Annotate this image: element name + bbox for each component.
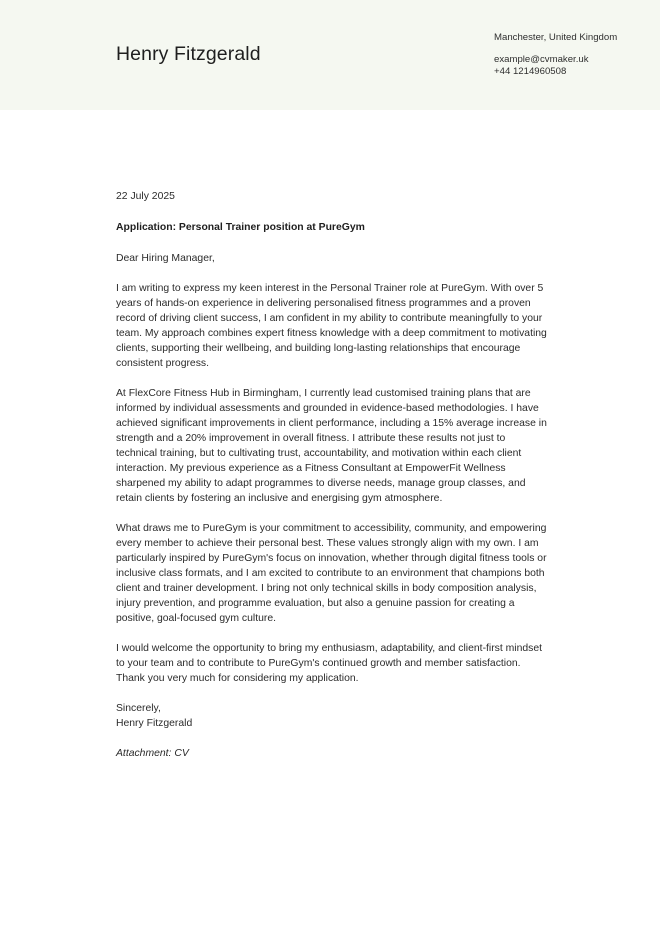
signature: Henry Fitzgerald [116,718,193,729]
paragraph-3: What draws me to PureGym is your commitment to accessibility, community, and empowering every member to achieve their personal best. These values strongly align with my own. I am particularly inspired by PureGym's focus on innovation, whether through digital fitness tools or inclusive class formats, and I am excited to contribute to an environment that champions both client and trainer development. I bring not only technical skills in body composition analysis, injury prevention, and programme evaluation, but also a genuine passion for creating a positive, goal-focused gym culture. [116,523,547,624]
closing: Sincerely, [116,703,161,714]
paragraph-1: I am writing to express my keen interest in the Personal Trainer role at PureGym. With over 5 years of hands-on experience in delivering personalised fitness programmes and a proven record of driving client success, I am confident in my ability to contribute meaningfully to your team. My approach combines expert fitness knowledge with a deep commitment to motivating clients, supporting their wellbeing, and building long-lasting relationships that encourage consistent progress. [116,283,547,369]
letter-body [116,189,548,761]
attachment-note: Attachment: CV [116,748,189,759]
salutation: Dear Hiring Manager, [116,253,215,264]
email: example@cvmaker.uk [494,54,589,65]
phone: +44 1214960508 [494,66,567,77]
contact-block [494,32,617,78]
paragraph-2: At FlexCore Fitness Hub in Birmingham, I currently lead customised training plans that are informed by individual assessments and grounded in evidence-based methodologies. I have achieved significant improvements in client performance, including a 15% average increase in strength and a 20% improvement in overall fitness. I attribute these results not just to technical training, but to cultivating trust, accountability, and motivation within each client interaction. My previous experience as a Fitness Consultant at EmpowerFit Wellness sharpened my ability to adapt programmes to diverse needs, manage group classes, and retain clients by fostering an inclusive and energising gym atmosphere. [116,388,547,504]
paragraph-4: I would welcome the opportunity to bring my enthusiasm, adaptability, and client-first mindset to your team and to contribute to PureGym's continued growth and member satisfaction. Thank you very much for considering my application. [116,643,543,684]
applicant-name: Henry Fitzgerald [116,43,261,65]
location: Manchester, United Kingdom [494,32,618,43]
letter-subject: Application: Personal Trainer position at PureGym [116,222,365,233]
header-band [0,0,660,110]
letter-date: 22 July 2025 [116,191,175,202]
